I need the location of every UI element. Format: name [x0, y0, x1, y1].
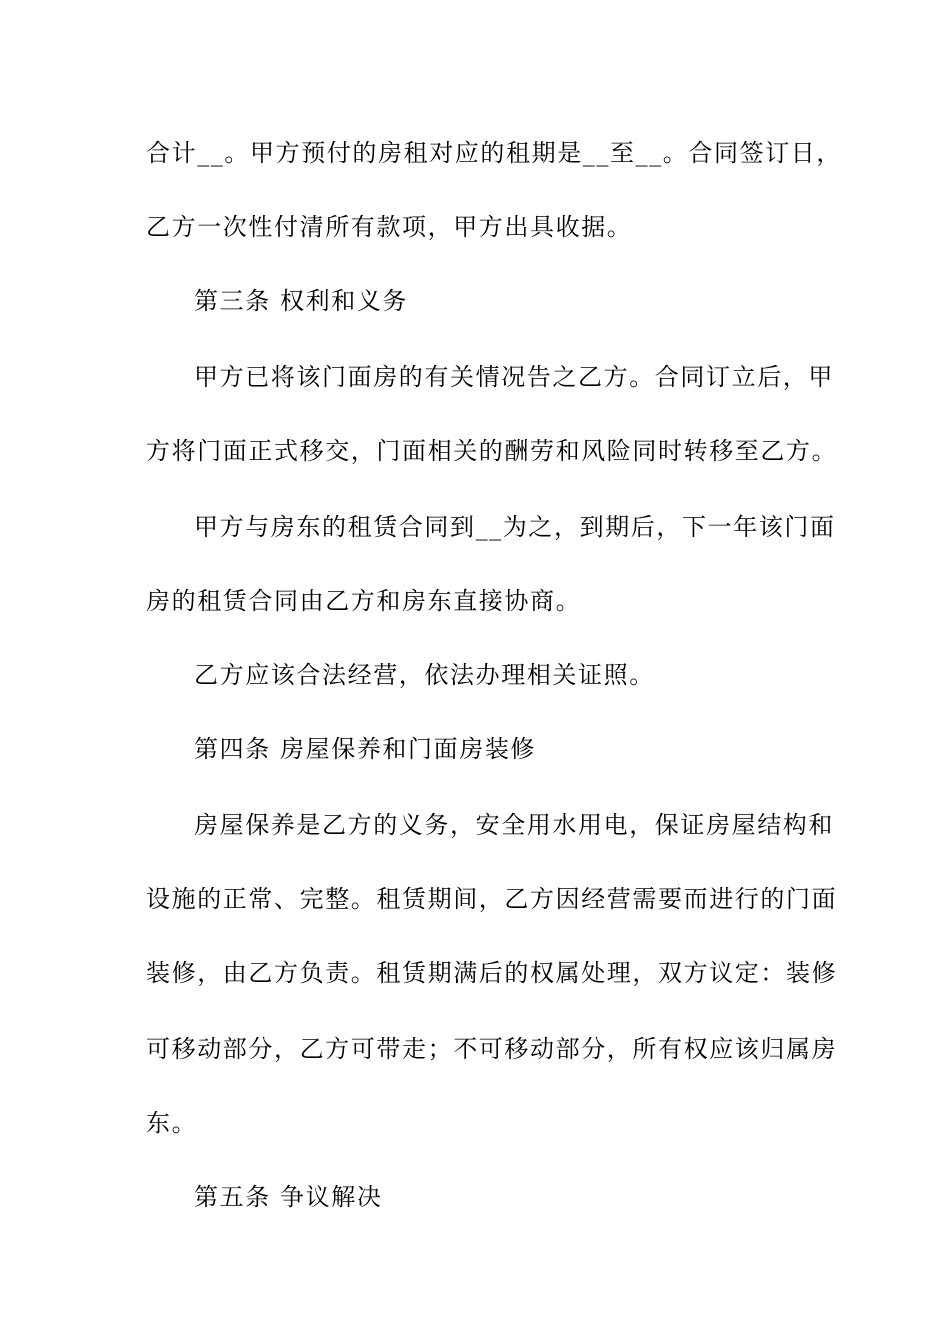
body-text-line: 房屋保养是乙方的义务，安全用水用电，保证房屋结构和 — [194, 811, 834, 839]
body-text-line: 可移动部分，乙方可带走；不可移动部分，所有权应该归属房 — [146, 1035, 838, 1063]
article-heading: 第四条 房屋保养和门面房装修 — [194, 735, 537, 763]
body-text-line: 乙方一次性付清所有款项，甲方出具收据。 — [146, 213, 633, 241]
body-text-line: 方将门面正式移交，门面相关的酬劳和风险同时转移至乙方。 — [146, 437, 838, 465]
body-text-line: 乙方应该合法经营，依法办理相关证照。 — [194, 661, 655, 689]
article-heading: 第三条 权利和义务 — [194, 287, 409, 315]
article-heading: 第五条 争议解决 — [194, 1183, 383, 1211]
body-text-line: 甲方已将该门面房的有关情况告之乙方。合同订立后，甲 — [194, 363, 834, 391]
body-text-line: 房的租赁合同由乙方和房东直接协商。 — [146, 587, 582, 615]
body-text-line: 甲方与房东的租赁合同到__为之，到期后，下一年该门面 — [194, 513, 836, 541]
body-text-line: 装修，由乙方负责。租赁期满后的权属处理，双方议定：装修 — [146, 959, 838, 987]
body-text-line: 合计__。甲方预付的房租对应的租期是__至__。合同签订日， — [146, 139, 842, 167]
body-text-line: 设施的正常、完整。租赁期间，乙方因经营需要而进行的门面 — [146, 885, 838, 913]
body-text-line: 东。 — [146, 1109, 198, 1137]
